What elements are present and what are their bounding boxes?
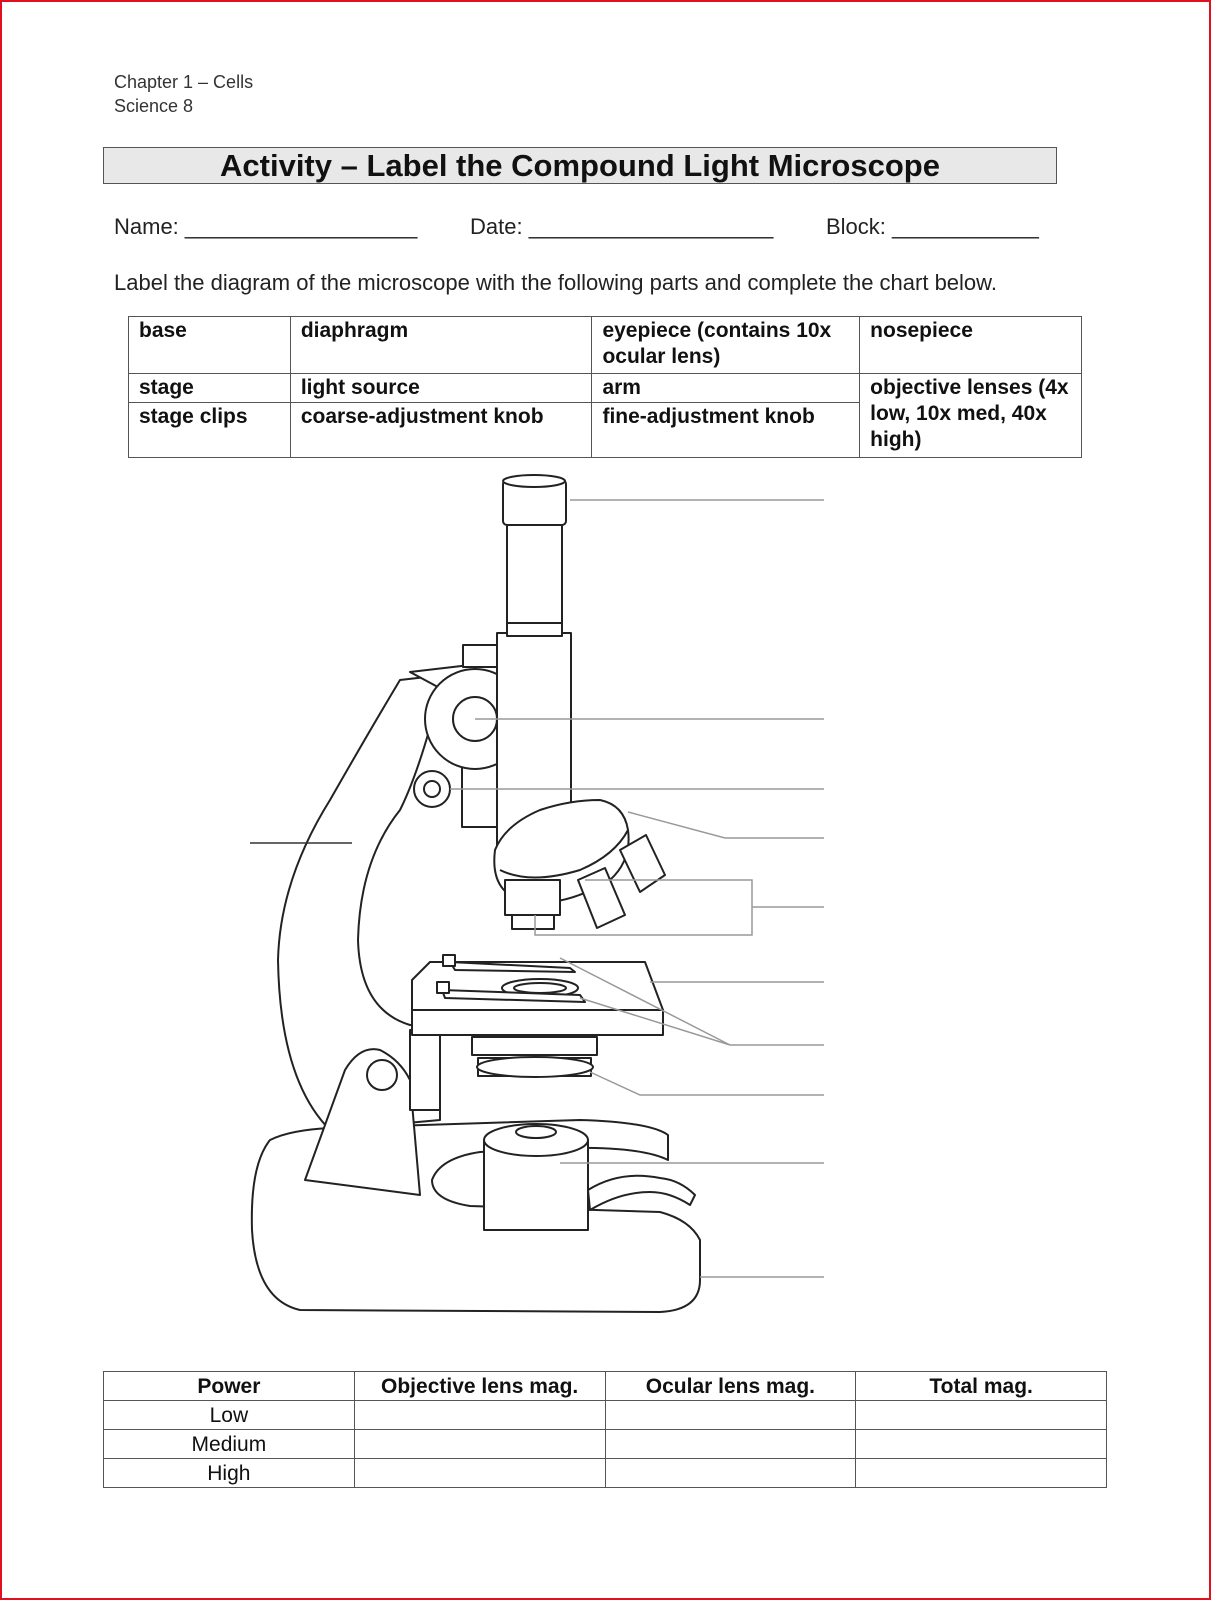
power-cord	[588, 1176, 695, 1210]
total-mag-cell[interactable]	[856, 1459, 1107, 1488]
table-header-row	[104, 1372, 1107, 1401]
ocular-mag-cell[interactable]	[605, 1401, 856, 1430]
part-cell: light source	[290, 374, 592, 403]
column-header: Ocular lens mag.	[605, 1372, 856, 1401]
part-cell: nosepiece	[860, 317, 1082, 374]
date-field[interactable]: Date: ____________________	[470, 214, 774, 239]
magnification-table	[103, 1371, 1107, 1488]
objective-lens	[578, 868, 625, 928]
part-cell: objective lenses (4x low, 10x med, 40x high)	[860, 374, 1082, 458]
chapter-label: Chapter 1 – Cells	[114, 72, 254, 92]
total-mag-cell[interactable]	[856, 1430, 1107, 1459]
objective-mag-cell[interactable]	[354, 1459, 605, 1488]
page-title: Activity – Label the Compound Light Microscope	[103, 147, 1057, 184]
part-cell: stage clips	[129, 403, 291, 458]
part-cell: stage	[129, 374, 291, 403]
total-mag-cell[interactable]	[856, 1401, 1107, 1430]
name-field[interactable]: Name: ___________________	[114, 214, 418, 239]
part-cell: diaphragm	[290, 317, 592, 374]
column-header: Total mag.	[856, 1372, 1107, 1401]
table-row	[104, 1401, 1107, 1430]
power-cell: High	[104, 1459, 355, 1488]
part-cell: eyepiece (contains 10x ocular lens)	[592, 317, 860, 374]
table-row	[104, 1459, 1107, 1488]
part-cell: coarse-adjustment knob	[290, 403, 592, 458]
table-row	[104, 1430, 1107, 1459]
instructions: Label the diagram of the microscope with the following parts and complete the chart below.	[114, 270, 997, 295]
objective-lens	[505, 880, 560, 915]
course-label: Science 8	[114, 96, 194, 116]
objective-mag-cell[interactable]	[354, 1430, 605, 1459]
part-cell: fine-adjustment knob	[592, 403, 860, 458]
stage-holder	[410, 1030, 440, 1110]
diaphragm	[472, 1037, 597, 1055]
ocular-mag-cell[interactable]	[605, 1430, 856, 1459]
objective-mag-cell[interactable]	[354, 1401, 605, 1430]
block-field[interactable]: Block: ____________	[826, 214, 1039, 239]
power-cell: Medium	[104, 1430, 355, 1459]
column-header: Objective lens mag.	[354, 1372, 605, 1401]
ocular-mag-cell[interactable]	[605, 1459, 856, 1488]
power-cell: Low	[104, 1401, 355, 1430]
column-header: Power	[104, 1372, 355, 1401]
part-cell: base	[129, 317, 291, 374]
part-cell: arm	[592, 374, 860, 403]
